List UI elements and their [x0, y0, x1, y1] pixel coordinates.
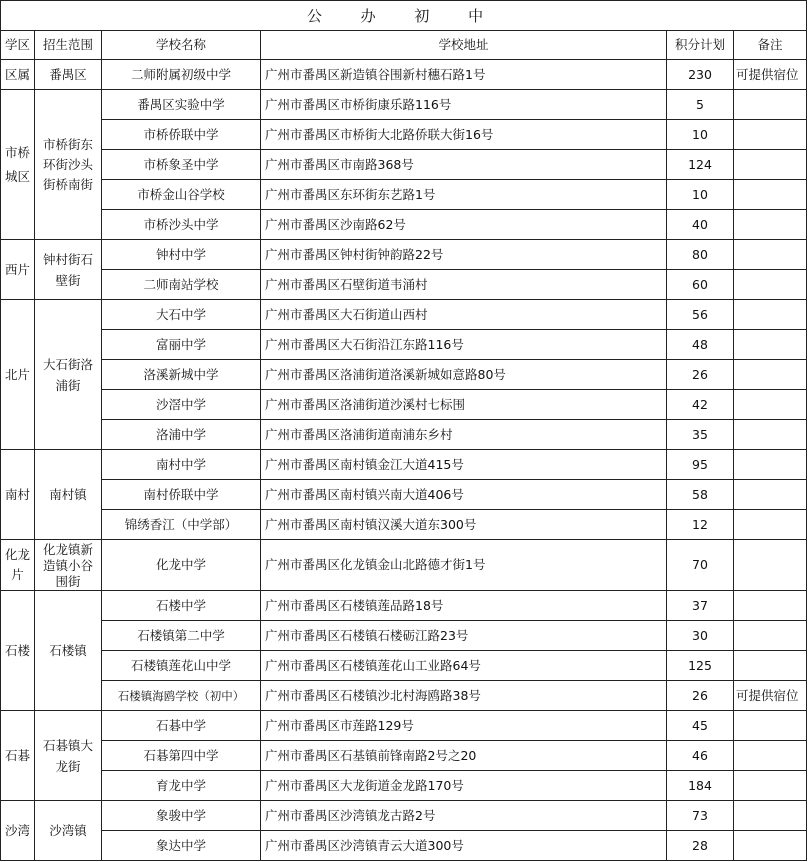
school-name-cell: 育龙中学 — [102, 771, 261, 801]
quota-cell: 35 — [667, 420, 734, 450]
table-row — [1, 120, 807, 150]
scope-cell: 番禺区 — [35, 60, 102, 90]
school-address-cell: 广州市番禺区大石街沿江东路116号 — [261, 330, 667, 360]
school-name-cell: 沙滘中学 — [102, 390, 261, 420]
school-name-cell: 市桥沙头中学 — [102, 210, 261, 240]
quota-cell: 37 — [667, 591, 734, 621]
school-address-cell: 广州市番禺区石楼镇石楼砺江路23号 — [261, 621, 667, 651]
note-cell — [734, 741, 807, 771]
school-name-cell: 象达中学 — [102, 831, 261, 861]
scope-cell: 石碁镇大龙街 — [35, 711, 102, 801]
scope-cell: 南村镇 — [35, 450, 102, 540]
note-cell: 可提供宿位 — [734, 681, 807, 711]
quota-cell: 26 — [667, 681, 734, 711]
note-cell — [734, 831, 807, 861]
district-cell: 化龙片 — [1, 540, 35, 591]
school-name-cell: 石楼镇莲花山中学 — [102, 651, 261, 681]
school-name-cell: 富丽中学 — [102, 330, 261, 360]
quota-cell: 124 — [667, 150, 734, 180]
school-name-cell: 二师南站学校 — [102, 270, 261, 300]
quota-cell: 80 — [667, 240, 734, 270]
quota-cell: 230 — [667, 60, 734, 90]
header-quota: 积分计划 — [667, 31, 734, 60]
quota-cell: 58 — [667, 480, 734, 510]
quota-cell: 184 — [667, 771, 734, 801]
school-address-cell: 广州市番禺区沙湾镇青云大道300号 — [261, 831, 667, 861]
note-cell — [734, 90, 807, 120]
header-scope: 招生范围 — [35, 31, 102, 60]
note-cell — [734, 450, 807, 480]
note-cell — [734, 621, 807, 651]
header-address: 学校地址 — [261, 31, 667, 60]
school-address-cell: 广州市番禺区大石街道山西村 — [261, 300, 667, 330]
scope-cell: 市桥街东环街沙头街桥南街 — [35, 90, 102, 240]
note-cell — [734, 510, 807, 540]
school-address-cell: 广州市番禺区南村镇金江大道415号 — [261, 450, 667, 480]
quota-cell: 73 — [667, 801, 734, 831]
note-cell — [734, 771, 807, 801]
note-cell — [734, 180, 807, 210]
table-row — [1, 180, 807, 210]
school-name-cell: 石碁中学 — [102, 711, 261, 741]
quota-cell: 125 — [667, 651, 734, 681]
note-cell — [734, 150, 807, 180]
school-name-cell: 二师附属初级中学 — [102, 60, 261, 90]
table-row — [1, 300, 807, 330]
table-row — [1, 801, 807, 831]
quota-cell: 12 — [667, 510, 734, 540]
school-address-cell: 广州市番禺区沙湾镇龙古路2号 — [261, 801, 667, 831]
table-row — [1, 591, 807, 621]
table-row — [1, 651, 807, 681]
note-cell — [734, 651, 807, 681]
note-cell — [734, 591, 807, 621]
school-address-cell: 广州市番禺区南村镇汉溪大道东300号 — [261, 510, 667, 540]
table-row — [1, 150, 807, 180]
scope-cell: 大石街洛浦街 — [35, 300, 102, 450]
note-cell — [734, 360, 807, 390]
school-address-cell: 广州市番禺区市桥街康乐路116号 — [261, 90, 667, 120]
table-row — [1, 240, 807, 270]
school-address-cell: 广州市番禺区东环街东艺路1号 — [261, 180, 667, 210]
note-cell — [734, 420, 807, 450]
school-name-cell: 南村侨联中学 — [102, 480, 261, 510]
quota-cell: 70 — [667, 540, 734, 591]
school-name-cell: 番禺区实验中学 — [102, 90, 261, 120]
quota-cell: 10 — [667, 180, 734, 210]
quota-cell: 56 — [667, 300, 734, 330]
table-row — [1, 681, 807, 711]
school-address-cell: 广州市番禺区市桥街大北路侨联大街16号 — [261, 120, 667, 150]
note-cell — [734, 390, 807, 420]
note-cell — [734, 801, 807, 831]
quota-cell: 30 — [667, 621, 734, 651]
table-row — [1, 390, 807, 420]
school-address-cell: 广州市番禺区新造镇谷围新村穗石路1号 — [261, 60, 667, 90]
note-cell — [734, 330, 807, 360]
table-row — [1, 621, 807, 651]
quota-cell: 28 — [667, 831, 734, 861]
note-cell — [734, 300, 807, 330]
school-name-cell: 洛浦中学 — [102, 420, 261, 450]
note-cell — [734, 480, 807, 510]
header-district: 学区 — [1, 31, 35, 60]
quota-cell: 42 — [667, 390, 734, 420]
table-row — [1, 90, 807, 120]
quota-cell: 40 — [667, 210, 734, 240]
quota-cell: 5 — [667, 90, 734, 120]
header-school: 学校名称 — [102, 31, 261, 60]
school-name-cell: 石楼镇第二中学 — [102, 621, 261, 651]
school-address-cell: 广州市番禺区石壁街道韦涌村 — [261, 270, 667, 300]
district-cell: 南村 — [1, 450, 35, 540]
table-row — [1, 270, 807, 300]
school-address-cell: 广州市番禺区石楼镇莲花山工业路64号 — [261, 651, 667, 681]
school-address-cell: 广州市番禺区钟村街钟韵路22号 — [261, 240, 667, 270]
quota-cell: 48 — [667, 330, 734, 360]
school-address-cell: 广州市番禺区化龙镇金山北路德才街1号 — [261, 540, 667, 591]
district-cell: 沙湾 — [1, 801, 35, 861]
table-row — [1, 741, 807, 771]
district-cell: 石楼 — [1, 591, 35, 711]
scope-cell — [35, 540, 102, 591]
note-cell — [734, 270, 807, 300]
quota-cell: 95 — [667, 450, 734, 480]
school-address-cell: 广州市番禺区石楼镇沙北村海鸥路38号 — [261, 681, 667, 711]
quota-cell: 45 — [667, 711, 734, 741]
school-address-cell: 广州市番禺区市南路368号 — [261, 150, 667, 180]
table-row — [1, 771, 807, 801]
table-row — [1, 60, 807, 90]
district-cell: 西片 — [1, 240, 35, 300]
table-row — [1, 450, 807, 480]
district-cell: 石碁 — [1, 711, 35, 801]
table-row — [1, 480, 807, 510]
district-cell: 区属 — [1, 60, 35, 90]
note-cell — [734, 120, 807, 150]
school-name-cell: 大石中学 — [102, 300, 261, 330]
note-cell — [734, 540, 807, 591]
school-name-cell: 锦绣香江（中学部） — [102, 510, 261, 540]
school-address-cell: 广州市番禺区沙南路62号 — [261, 210, 667, 240]
school-name-cell: 洛溪新城中学 — [102, 360, 261, 390]
school-address-cell: 广州市番禺区石基镇前锋南路2号之20 — [261, 741, 667, 771]
scope-text: 化龙镇新造镇小谷围街 — [42, 542, 93, 587]
note-cell — [734, 711, 807, 741]
school-name-cell: 石楼中学 — [102, 591, 261, 621]
table-row — [1, 540, 807, 591]
school-name-cell: 化龙中学 — [102, 540, 261, 591]
note-cell: 可提供宿位 — [734, 60, 807, 90]
note-cell — [734, 210, 807, 240]
school-address-cell: 广州市番禺区洛浦街道洛溪新城如意路80号 — [261, 360, 667, 390]
table-row — [1, 420, 807, 450]
quota-cell: 46 — [667, 741, 734, 771]
school-address-cell: 广州市番禺区大龙街道金龙路170号 — [261, 771, 667, 801]
quota-cell: 26 — [667, 360, 734, 390]
table-title: 公 办 初 中 — [1, 1, 807, 31]
school-name-cell: 钟村中学 — [102, 240, 261, 270]
district-cell: 市桥城区 — [1, 90, 35, 240]
scope-cell: 沙湾镇 — [35, 801, 102, 861]
table-row — [1, 510, 807, 540]
header-note: 备注 — [734, 31, 807, 60]
school-address-cell: 广州市番禺区石楼镇莲品路18号 — [261, 591, 667, 621]
table-row — [1, 831, 807, 861]
school-address-cell: 广州市番禺区南村镇兴南大道406号 — [261, 480, 667, 510]
school-name-cell: 石碁第四中学 — [102, 741, 261, 771]
table-row — [1, 210, 807, 240]
school-name-cell: 市桥侨联中学 — [102, 120, 261, 150]
table-row — [1, 711, 807, 741]
school-name-cell: 石楼镇海鸥学校（初中） — [102, 681, 261, 711]
quota-cell: 10 — [667, 120, 734, 150]
table-row — [1, 360, 807, 390]
note-cell — [734, 240, 807, 270]
school-name-cell: 象骏中学 — [102, 801, 261, 831]
school-address-cell: 广州市番禺区洛浦街道南浦东乡村 — [261, 420, 667, 450]
scope-cell: 钟村街石壁街 — [35, 240, 102, 300]
school-name-cell: 南村中学 — [102, 450, 261, 480]
quota-cell: 60 — [667, 270, 734, 300]
school-address-cell: 广州市番禺区市莲路129号 — [261, 711, 667, 741]
school-name-cell: 市桥象圣中学 — [102, 150, 261, 180]
school-name-cell: 市桥金山谷学校 — [102, 180, 261, 210]
scope-cell: 石楼镇 — [35, 591, 102, 711]
table-row — [1, 330, 807, 360]
district-cell: 北片 — [1, 300, 35, 450]
school-address-cell: 广州市番禺区洛浦街道沙溪村七标围 — [261, 390, 667, 420]
